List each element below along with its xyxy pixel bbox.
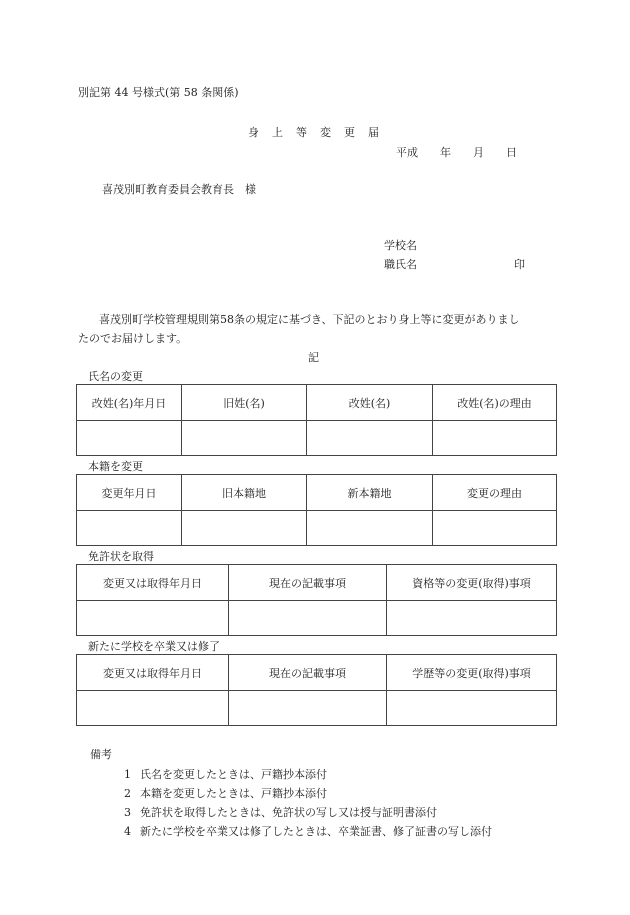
section-label-name-change: 氏名の変更 bbox=[88, 370, 143, 383]
addressee: 喜茂別町教育委員会教育長 様 bbox=[102, 183, 256, 196]
section-label-graduation: 新たに学校を卒業又は修了 bbox=[88, 640, 220, 653]
table-cell[interactable] bbox=[387, 601, 557, 636]
table-cell[interactable] bbox=[77, 601, 229, 636]
form-title: 身 上 等 変 更 届 bbox=[248, 126, 380, 139]
table-header: 現在の記載事項 bbox=[229, 655, 387, 691]
note-item bbox=[124, 823, 492, 839]
note-text: 本籍を変更したときは、戸籍抄本添付 bbox=[140, 787, 327, 800]
ki-label: 記 bbox=[308, 351, 319, 364]
table-header: 改姓(名)の理由 bbox=[433, 385, 557, 421]
table-header: 変更年月日 bbox=[77, 475, 182, 511]
table-cell[interactable] bbox=[307, 421, 433, 456]
graduation-table bbox=[76, 654, 557, 726]
table-cell[interactable] bbox=[433, 511, 557, 546]
position-name-label: 職氏名 bbox=[384, 258, 417, 271]
domicile-change-table bbox=[76, 474, 557, 546]
body-line-2: たのでお届けします。 bbox=[78, 332, 188, 345]
note-text: 免許状を取得したときは、免許状の写し又は授与証明書添付 bbox=[140, 806, 437, 819]
table-cell[interactable] bbox=[182, 421, 307, 456]
table-header: 旧姓(名) bbox=[182, 385, 307, 421]
notes-title: 備考 bbox=[90, 748, 112, 761]
table-header: 変更又は取得年月日 bbox=[77, 565, 229, 601]
table-cell[interactable] bbox=[77, 421, 182, 456]
body-line-1: 喜茂別町学校管理規則第58条の規定に基づき、下記のとおり身上等に変更がありまし bbox=[99, 313, 520, 326]
table-header: 学歴等の変更(取得)事項 bbox=[387, 655, 557, 691]
table-cell[interactable] bbox=[77, 691, 229, 726]
table-cell[interactable] bbox=[229, 601, 387, 636]
table-header: 変更の理由 bbox=[433, 475, 557, 511]
note-item bbox=[124, 785, 327, 801]
table-cell[interactable] bbox=[307, 511, 433, 546]
table-header: 現在の記載事項 bbox=[229, 565, 387, 601]
table-cell[interactable] bbox=[433, 421, 557, 456]
date-line: 平成 年 月 日 bbox=[396, 146, 517, 159]
section-label-license: 免許状を取得 bbox=[88, 550, 154, 563]
note-number: 1 bbox=[124, 768, 131, 781]
note-item bbox=[124, 766, 327, 782]
license-table bbox=[76, 564, 557, 636]
note-number: 4 bbox=[124, 825, 131, 838]
note-number: 3 bbox=[124, 806, 131, 819]
school-name-label: 学校名 bbox=[384, 239, 417, 252]
table-header: 変更又は取得年月日 bbox=[77, 655, 229, 691]
note-number: 2 bbox=[124, 787, 131, 800]
seal-mark: 印 bbox=[514, 258, 525, 271]
table-cell[interactable] bbox=[77, 511, 182, 546]
table-cell[interactable] bbox=[182, 511, 307, 546]
table-header: 資格等の変更(取得)事項 bbox=[387, 565, 557, 601]
table-header: 新本籍地 bbox=[307, 475, 433, 511]
table-cell[interactable] bbox=[387, 691, 557, 726]
table-header: 旧本籍地 bbox=[182, 475, 307, 511]
note-item bbox=[124, 804, 437, 820]
section-label-domicile-change: 本籍を変更 bbox=[88, 460, 143, 473]
table-header: 改姓(名)年月日 bbox=[77, 385, 182, 421]
note-text: 新たに学校を卒業又は修了したときは、卒業証書、修了証書の写し添付 bbox=[140, 825, 492, 838]
note-text: 氏名を変更したときは、戸籍抄本添付 bbox=[140, 768, 327, 781]
table-cell[interactable] bbox=[229, 691, 387, 726]
name-change-table bbox=[76, 384, 557, 456]
table-header: 改姓(名) bbox=[307, 385, 433, 421]
form-number: 別記第 44 号様式(第 58 条関係) bbox=[78, 86, 239, 99]
